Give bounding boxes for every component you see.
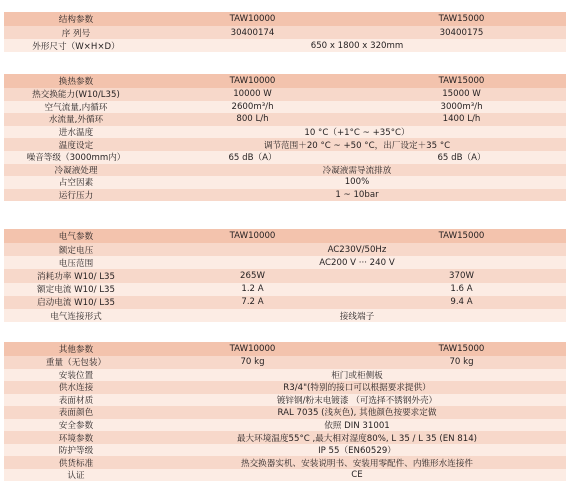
section-title: 电气参数 <box>58 232 94 242</box>
row-label: 额定电流 W10/ L35 <box>37 285 115 296</box>
table-row <box>4 469 566 482</box>
model-col-2: TAW15000 <box>438 344 485 354</box>
row-label: 进水温度 <box>58 128 94 139</box>
row-label: 序 列号 <box>61 28 91 39</box>
row-value-2: 370W <box>449 270 474 281</box>
table-row <box>4 39 566 52</box>
section-heat-exchange <box>4 74 566 201</box>
row-value-1: 30400174 <box>230 27 275 38</box>
table-row <box>4 296 566 309</box>
row-value-span: 650 x 1800 x 320mm <box>310 40 404 51</box>
table-row <box>4 431 566 444</box>
row-label: 热交换能力(W10/L35) <box>32 90 120 101</box>
row-label: 额定电压 <box>58 245 94 256</box>
row-value-span: AC200 V ··· 240 V <box>319 257 395 268</box>
row-label: 启动电流 W10/ L35 <box>37 298 115 309</box>
row-value-2: 1400 L/h <box>442 114 481 125</box>
table-row <box>4 164 566 177</box>
row-value-span: 镀锌钢/粉末电镀漆 （可选择不锈钢外壳） <box>276 395 438 406</box>
row-value-1: 2600m³/h <box>231 101 274 112</box>
row-value-2: 15000 W <box>442 89 481 100</box>
table-row <box>4 394 566 407</box>
section-other <box>4 342 566 481</box>
row-value-span: 冷凝液需导流排放 <box>322 165 392 176</box>
row-value-span: 100% <box>344 177 370 188</box>
model-col-2: TAW15000 <box>438 14 485 24</box>
row-value-span: AC230V/50Hz <box>327 244 387 255</box>
row-value-1: 265W <box>240 270 265 281</box>
row-label: 空气流量,内循环 <box>44 102 108 113</box>
row-value-span: RAL 7035 (浅灰色), 其他颜色按要求定做 <box>277 408 437 419</box>
table-row <box>4 356 566 369</box>
table-row <box>4 126 566 139</box>
row-label: 供水连接 <box>58 383 94 394</box>
row-label: 安装位置 <box>58 370 94 381</box>
row-value-1: 10000 W <box>233 89 272 100</box>
section-header-row <box>4 74 566 88</box>
row-value-span: CE <box>351 470 363 481</box>
section-electrical <box>4 229 566 322</box>
model-col-2: TAW15000 <box>438 231 485 241</box>
row-label: 外形尺寸（W×H×D） <box>32 41 120 52</box>
row-label: 认证 <box>67 471 85 482</box>
table-row <box>4 456 566 469</box>
table-row <box>4 283 566 296</box>
row-label: 电气连接形式 <box>50 311 102 322</box>
table-row <box>4 369 566 382</box>
section-title: 换热参数 <box>58 77 94 87</box>
row-label: 噪音等级（3000mm内） <box>26 153 126 164</box>
section-title: 其他参数 <box>58 345 94 355</box>
table-row <box>4 151 566 164</box>
table-row <box>4 243 566 256</box>
row-label: 电压范围 <box>58 258 94 269</box>
row-value-2: 30400175 <box>439 27 484 38</box>
model-col-2: TAW15000 <box>438 76 485 86</box>
row-value-span: 柜门或柜侧板 <box>331 370 383 381</box>
table-row <box>4 419 566 432</box>
row-label: 重量（无包装） <box>45 358 107 369</box>
table-row <box>4 113 566 126</box>
table-row <box>4 444 566 457</box>
table-row <box>4 309 566 322</box>
row-label: 运行压力 <box>58 191 94 202</box>
section-header-row <box>4 12 566 26</box>
row-value-1: 7.2 A <box>241 297 264 308</box>
row-value-2: 9.4 A <box>450 297 473 308</box>
section-title: 结构参数 <box>58 15 94 25</box>
row-label: 水流量,外循环 <box>48 115 104 126</box>
section-header-row <box>4 229 566 243</box>
section-structure <box>4 12 566 52</box>
row-value-span: 热交换器实机、安装说明书、安装用零配件、内锥形水连接件 <box>240 458 474 469</box>
row-label: 冷凝液处理 <box>54 165 98 176</box>
table-row <box>4 26 566 39</box>
row-value-2: 70 kg <box>449 357 474 368</box>
model-col-1: TAW10000 <box>229 344 276 354</box>
row-value-span: 接线端子 <box>339 311 375 322</box>
row-value-span: IP 55（EN60529） <box>318 446 396 457</box>
row-label: 环境参数 <box>58 433 94 444</box>
row-value-span: 10 °C（+1°C ~ +35°C） <box>304 128 410 139</box>
model-col-1: TAW10000 <box>229 231 276 241</box>
row-value-1: 65 dB（A） <box>228 153 277 164</box>
table-row <box>4 381 566 394</box>
row-value-2: 65 dB（A） <box>437 153 486 164</box>
row-label: 供货标准 <box>58 458 94 469</box>
model-col-1: TAW10000 <box>229 76 276 86</box>
table-row <box>4 256 566 269</box>
section-header-row <box>4 342 566 356</box>
row-value-2: 3000m³/h <box>440 101 483 112</box>
row-value-1: 70 kg <box>240 357 265 368</box>
row-value-1: 1.2 A <box>241 284 264 295</box>
row-label: 温度设定 <box>58 140 94 151</box>
row-label: 防护等级 <box>58 446 94 457</box>
table-row <box>4 138 566 151</box>
row-value-1: 800 L/h <box>236 114 269 125</box>
row-value-span: 1 ~ 10bar <box>335 190 379 201</box>
table-row <box>4 269 566 282</box>
table-row <box>4 101 566 114</box>
model-col-1: TAW10000 <box>229 14 276 24</box>
row-label: 消耗功率 W10/ L35 <box>37 271 115 282</box>
row-label: 表面颜色 <box>58 408 94 419</box>
row-value-span: R3/4"(特别的接口可以根据要求提供） <box>283 383 431 394</box>
table-row <box>4 88 566 101</box>
table-row <box>4 406 566 419</box>
table-row <box>4 189 566 202</box>
row-value-span: 最大环境温度55°C ,最大相对湿度80%, L 35 / L 35 (EN 814) <box>236 433 478 444</box>
row-label: 安全参数 <box>58 421 94 431</box>
row-label: 表面材质 <box>58 395 94 406</box>
table-row <box>4 176 566 189</box>
row-value-span: 依照 DIN 31001 <box>324 421 390 431</box>
row-value-span: 调节范围＋20 °C ~ +50 °C，出厂设定＋35 °C <box>263 140 451 151</box>
row-value-2: 1.6 A <box>450 284 473 295</box>
row-label: 占空因素 <box>58 178 94 189</box>
